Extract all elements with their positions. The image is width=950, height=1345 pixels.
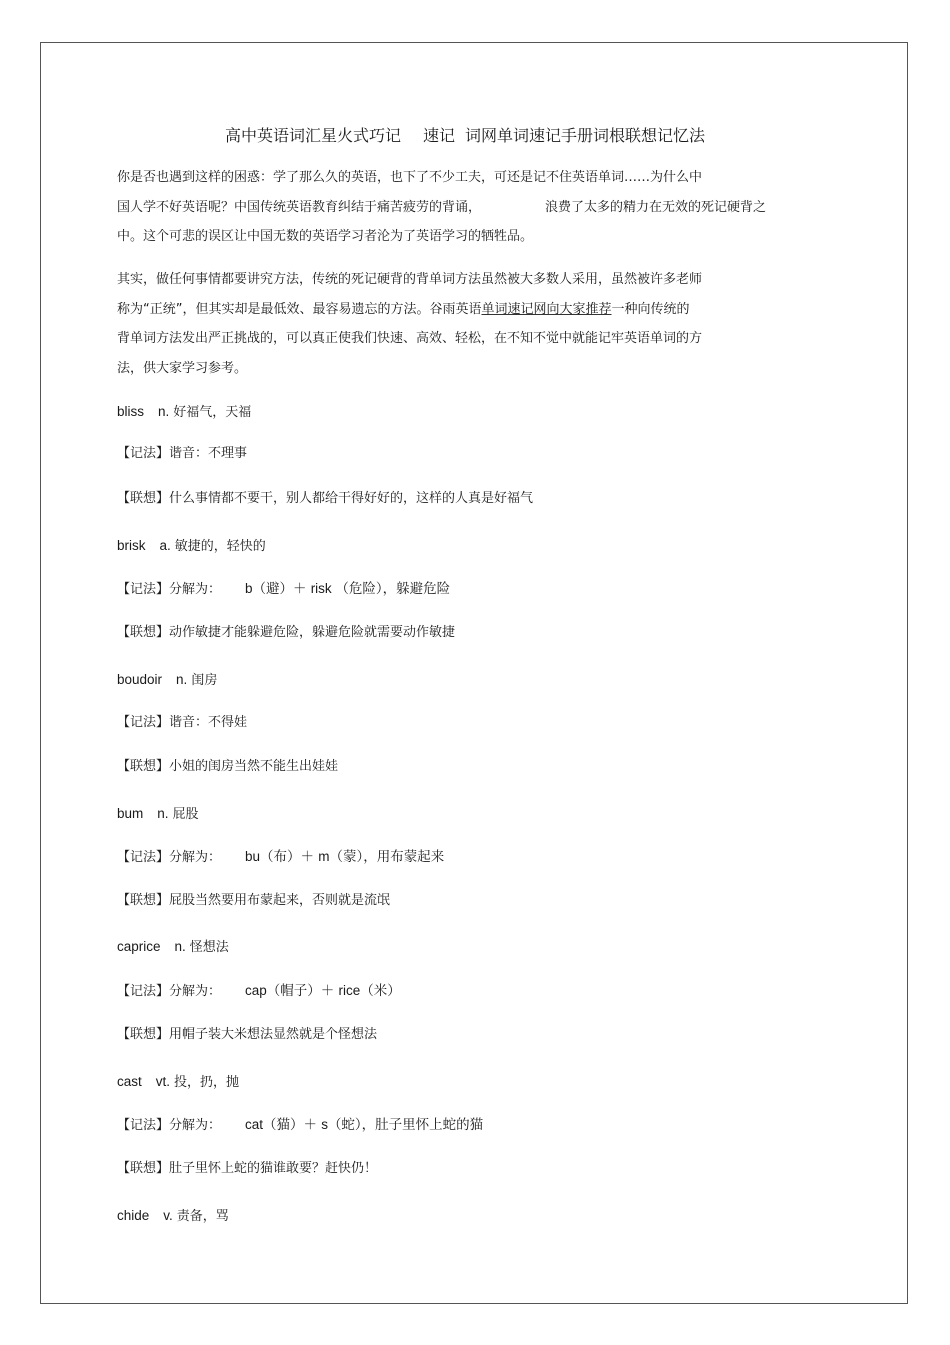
assoc-text: 用帽子装大米想法显然就是个怪想法 — [169, 1027, 378, 1042]
entry-headword — [117, 938, 229, 957]
entry-word: bum — [117, 806, 144, 821]
entry-headword — [117, 1207, 229, 1226]
memo-formula-b: s（蛇），肚子里怀上蛇的猫 — [321, 1117, 484, 1132]
entry-association — [117, 490, 533, 508]
entry-pos: a. — [159, 538, 171, 553]
entry-meaning: 怪想法 — [189, 940, 229, 955]
entry-word: chide — [117, 1208, 150, 1223]
memo-tag: 【记法】 — [117, 984, 170, 999]
entry-pos: n. — [158, 404, 170, 419]
assoc-text: 小姐的闺房当然不能生出娃娃 — [169, 759, 339, 774]
memo-formula-a: cap（帽子）＋ — [245, 983, 335, 998]
memo-tag: 【记法】 — [117, 582, 170, 597]
assoc-tag: 【联想】 — [117, 625, 170, 640]
intro-p2-line-2a: 称为“正统”，但其实却是最低效、最容易遗忘的方法。谷雨英语 — [117, 301, 482, 317]
entry-word: cast — [117, 1074, 142, 1089]
entry-headword — [117, 805, 199, 824]
memo-label: 分解为： — [169, 850, 222, 865]
assoc-tag: 【联想】 — [117, 491, 170, 506]
entry-headword — [117, 1073, 239, 1092]
memo-label: 分解为： — [169, 984, 222, 999]
memo-tag: 【记法】 — [117, 1118, 170, 1133]
entry-meaning: 敏捷的，轻快的 — [174, 539, 266, 554]
memo-text: 谐音：不得娃 — [169, 715, 248, 730]
entry-memo — [117, 580, 450, 599]
memo-label: 分解为： — [169, 1118, 222, 1133]
memo-tag: 【记法】 — [117, 850, 170, 865]
entry-meaning: 闺房 — [191, 673, 218, 688]
assoc-tag: 【联想】 — [117, 1027, 170, 1042]
entry-pos: n. — [176, 672, 188, 687]
entry-memo — [117, 714, 247, 732]
entry-pos: v. — [163, 1208, 173, 1223]
entry-headword — [117, 671, 217, 690]
entry-pos: n. — [157, 806, 169, 821]
entry-meaning: 投，扔，抛 — [174, 1075, 240, 1090]
entry-memo — [117, 982, 401, 1001]
entry-word: boudoir — [117, 672, 163, 687]
title-part-1: 高中英语词汇星火式巧记 — [224, 126, 401, 145]
entry-word: brisk — [117, 538, 146, 553]
page-title — [0, 123, 930, 146]
entry-meaning: 好福气，天福 — [173, 405, 252, 420]
entry-pos: n. — [174, 939, 186, 954]
memo-formula-a: cat（猫）＋ — [245, 1117, 318, 1132]
entry-association — [117, 1160, 377, 1178]
memo-label: 分解为： — [169, 582, 222, 597]
entry-word: bliss — [117, 404, 145, 419]
intro-p2-line-1: 其实，做任何事情都要讲究方法，传统的死记硬背的背单词方法虽然被大多数人采用，虽然被许多老师 — [117, 272, 703, 287]
assoc-text: 动作敏捷才能躲避危险，躲避危险就需要动作敏捷 — [169, 625, 456, 640]
memo-formula-a: bu（布）＋ — [245, 849, 315, 864]
intro-p2-line-2 — [117, 295, 702, 325]
intro-p2-line-4: 法，供大家学习参考。 — [117, 360, 248, 376]
entry-meaning: 责备，骂 — [176, 1209, 229, 1224]
intro-p1-line-2 — [117, 193, 766, 223]
memo-formula-b: risk （危险），躲避危险 — [310, 581, 451, 596]
entry-headword — [117, 537, 266, 556]
assoc-tag: 【联想】 — [117, 759, 170, 774]
entry-word: caprice — [117, 939, 161, 954]
entry-memo — [117, 445, 247, 463]
entry-association — [117, 758, 338, 776]
site-link[interactable]: 单词速记网向大家推荐 — [481, 301, 612, 317]
intro-p1-line-3: 中。这个可悲的误区让中国无数的英语学习者沦为了英语学习的牺牲品。 — [117, 229, 534, 244]
memo-tag: 【记法】 — [117, 715, 170, 730]
entry-association — [117, 1026, 377, 1044]
assoc-tag: 【联想】 — [117, 1161, 170, 1176]
intro-paragraph-1 — [117, 163, 766, 252]
intro-p1-line-2b: 浪费了太多的精力在无效的死记硬背之 — [545, 199, 767, 215]
intro-paragraph-2 — [117, 265, 702, 383]
memo-formula-b: m（蒙），用布蒙起来 — [318, 849, 445, 864]
intro-p2-line-3: 背单词方法发出严正挑战的，可以真正使我们快速、高效、轻松，在不知不觉中就能记牢英语单词的方 — [117, 331, 703, 346]
assoc-text: 肚子里怀上蛇的猫谁敢要？赶快仍！ — [169, 1161, 378, 1176]
assoc-text: 屁股当然要用布蒙起来，否则就是流氓 — [169, 893, 391, 908]
intro-p1-line-1: 你是否也遇到这样的困惑：学了那么久的英语，也下了不少工夫，可还是记不住英语单词……为什么中 — [117, 170, 703, 185]
intro-p1-line-2a: 国人学不好英语呢？中国传统英语教育纠结于痛苦疲劳的背诵， — [117, 199, 482, 215]
title-part-2: 速记 — [422, 126, 455, 145]
assoc-text: 什么事情都不要干，别人都给干得好好的，这样的人真是好福气 — [169, 491, 534, 506]
memo-formula-b: rice（米） — [338, 983, 401, 998]
memo-text: 谐音：不理事 — [169, 446, 248, 461]
entry-memo — [117, 848, 444, 867]
entry-memo — [117, 1116, 483, 1135]
memo-formula-a: b（避）＋ — [245, 581, 307, 596]
entry-headword — [117, 403, 251, 422]
intro-p2-line-2c: 一种向传统的 — [611, 301, 690, 317]
entry-association — [117, 892, 390, 910]
entry-pos: vt. — [155, 1074, 171, 1089]
memo-tag: 【记法】 — [117, 446, 170, 461]
entry-meaning: 屁股 — [172, 807, 199, 822]
entry-association — [117, 624, 455, 642]
title-part-3: 词网单词速记手册词根联想记忆法 — [465, 126, 706, 145]
assoc-tag: 【联想】 — [117, 893, 170, 908]
